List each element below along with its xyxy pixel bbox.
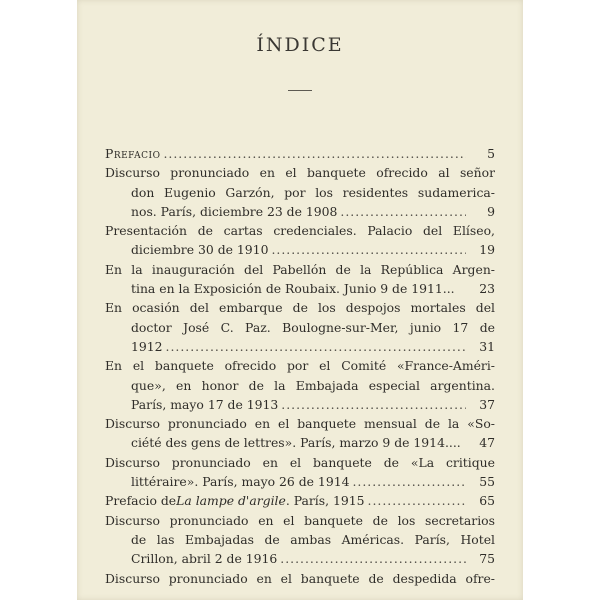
toc-entry-critique-litteraire[interactable] xyxy=(105,453,495,492)
toc-entry-france-amerique[interactable] xyxy=(105,356,495,414)
toc-entry-line: En el banquete ofrecido por el Comité «France-Améri- xyxy=(105,358,495,374)
toc-entry-line: que», en honor de la Embajada especial argentina. xyxy=(131,377,495,393)
toc-entry-line: ciété des gens de lettres». París, marzo 9 de 1914.... xyxy=(131,435,461,451)
toc-entry-text-prefix: Prefacio de xyxy=(105,493,177,509)
toc-entry-text-suffix: . París, 1915 xyxy=(285,493,365,509)
toc-entry-embarque[interactable] xyxy=(105,298,495,356)
toc-entry-line: Discurso pronunciado en el banquete ofrecido al señor xyxy=(105,165,495,181)
dot-leader xyxy=(163,144,466,163)
dot-leader xyxy=(281,395,466,414)
toc-entry-line: 1912 xyxy=(131,338,163,354)
toc-entry-cartas-credenciales[interactable] xyxy=(105,221,495,260)
toc-page-number: 55 xyxy=(479,474,495,490)
toc-entry-despedida[interactable] xyxy=(105,569,495,588)
toc-entry-line: de las Embajadas de ambas Américas. París, Hotel xyxy=(131,531,495,547)
toc-page-number: 5 xyxy=(487,146,495,161)
toc-entry-line: Crillon, abril 2 de 1916 xyxy=(131,551,278,567)
toc-page-number: 9 xyxy=(487,203,495,219)
toc-entry-line: doctor José C. Paz. Boulogne-sur-Mer, junio 17 de xyxy=(131,319,495,335)
dot-leader xyxy=(340,202,466,221)
toc-entry-prefacio[interactable] xyxy=(105,144,495,163)
toc-entry-secretarios-embajadas[interactable] xyxy=(105,511,495,569)
toc-entry-line: Discurso pronunciado en el banquete de despedida ofre- xyxy=(105,570,495,586)
toc-entry-line: París, mayo 17 de 1913 xyxy=(131,396,279,412)
toc-entry-text: Prefacio xyxy=(105,146,161,161)
toc-entry-line: Discurso pronunciado en el banquete mensual de la «So- xyxy=(105,416,495,432)
toc-page-number: 47 xyxy=(479,435,495,451)
toc-entry-line: En la inauguración del Pabellón de la República Argen- xyxy=(105,261,495,277)
toc-page-number: 65 xyxy=(479,493,495,509)
toc-entry-line: En ocasión del embarque de los despojos mortales del xyxy=(105,300,495,316)
toc-page-number: 23 xyxy=(479,281,495,297)
toc-entry-line: littéraire». París, mayo 26 de 1914 xyxy=(131,474,350,490)
toc-entry-line: Presentación de cartas credenciales. Palacio del Elíseo, xyxy=(105,223,495,239)
toc-entry-lampe-dargile[interactable] xyxy=(105,491,495,510)
toc-entry-pabellon[interactable] xyxy=(105,260,495,299)
dot-leader xyxy=(271,240,466,259)
dot-leader xyxy=(280,549,466,568)
toc-page-number: 19 xyxy=(479,242,495,258)
toc-entry-line: don Eugenio Garzón, por los residentes sudamerica- xyxy=(131,184,495,200)
toc-entry-gens-de-lettres[interactable] xyxy=(105,414,495,453)
toc-page-number: 37 xyxy=(479,396,495,412)
dot-leader xyxy=(368,491,466,510)
title-rule xyxy=(288,90,312,91)
toc-entry-book-title: La lampe d'argile xyxy=(176,493,286,509)
toc-entry-line: nos. París, diciembre 23 de 1908 xyxy=(131,203,338,219)
toc-page-number: 31 xyxy=(479,338,495,354)
toc-entry-line: Discurso pronunciado en el banquete de «La critique xyxy=(105,454,495,470)
toc-list xyxy=(105,144,495,588)
toc-entry-line: Discurso pronunciado en el banquete de los secretarios xyxy=(105,512,495,528)
book-page xyxy=(77,0,523,600)
dot-leader xyxy=(352,472,466,491)
toc-page-number: 75 xyxy=(479,551,495,567)
toc-entry-line: tina en la Exposición de Roubaix. Junio 9 de 1911... xyxy=(131,281,455,297)
toc-entry-garzon[interactable] xyxy=(105,163,495,221)
dot-leader xyxy=(166,337,466,356)
toc-entry-line: diciembre 30 de 1910 xyxy=(131,242,269,258)
page-title: ÍNDICE xyxy=(256,34,344,56)
